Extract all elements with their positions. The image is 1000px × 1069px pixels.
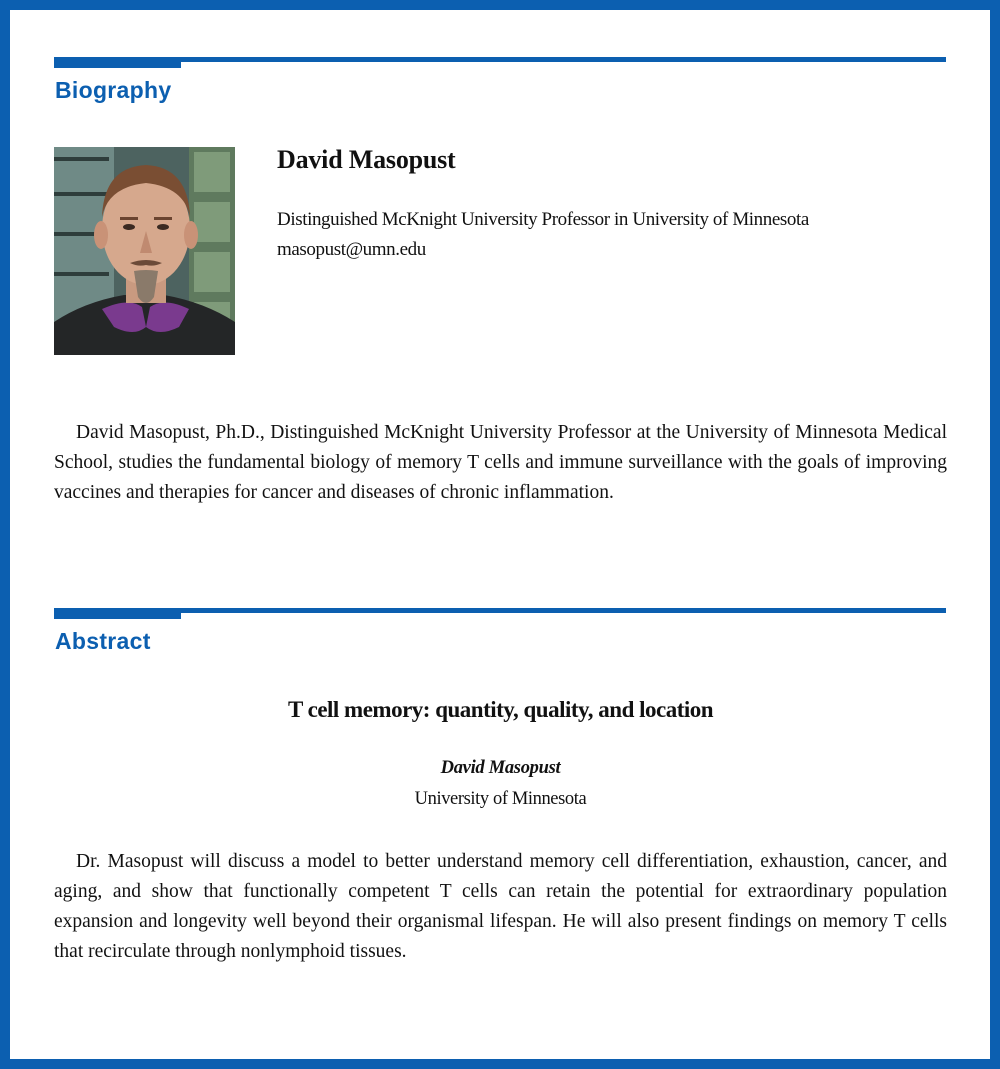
abstract-author: David Masopust [440, 758, 561, 778]
biography-rule [54, 57, 946, 69]
speaker-email: masopust@umn.edu [277, 239, 426, 260]
rule-line [54, 608, 946, 613]
abstract-rule [54, 608, 946, 620]
abstract-heading: Abstract [55, 628, 151, 654]
rule-accent [54, 57, 181, 68]
portrait-image [54, 147, 235, 355]
speaker-name: David Masopust [277, 145, 456, 174]
abstract-title: T cell memory: quantity, quality, and location [287, 697, 714, 722]
abstract-paragraph: Dr. Masopust will discuss a model to better understand memory cell differentiation, exhaustion, cancer, and aging, and show that functionally competent T cells can retain the potential for extraordinary population expansion and longevity well beyond their organismal lifespan. He will also present findings on memory T cells that recirculate through nonlymphoid tissues. [54, 851, 947, 962]
biography-paragraph: David Masopust, Ph.D., Distinguished McKnight University Professor at the University of Minnesota Medical School, studies the fundamental biology of memory T cells and immune surveillance with the goals of improving vaccines and therapies for cancer and diseases of chronic inflammation. [54, 422, 947, 503]
portrait-photo [54, 147, 235, 355]
abstract-affiliation: University of Minnesota [414, 789, 587, 809]
biography-heading: Biography [55, 77, 172, 103]
speaker-position: Distinguished McKnight University Professor in University of Minnesota [277, 209, 809, 230]
rule-accent [54, 608, 181, 619]
rule-line [54, 57, 946, 62]
